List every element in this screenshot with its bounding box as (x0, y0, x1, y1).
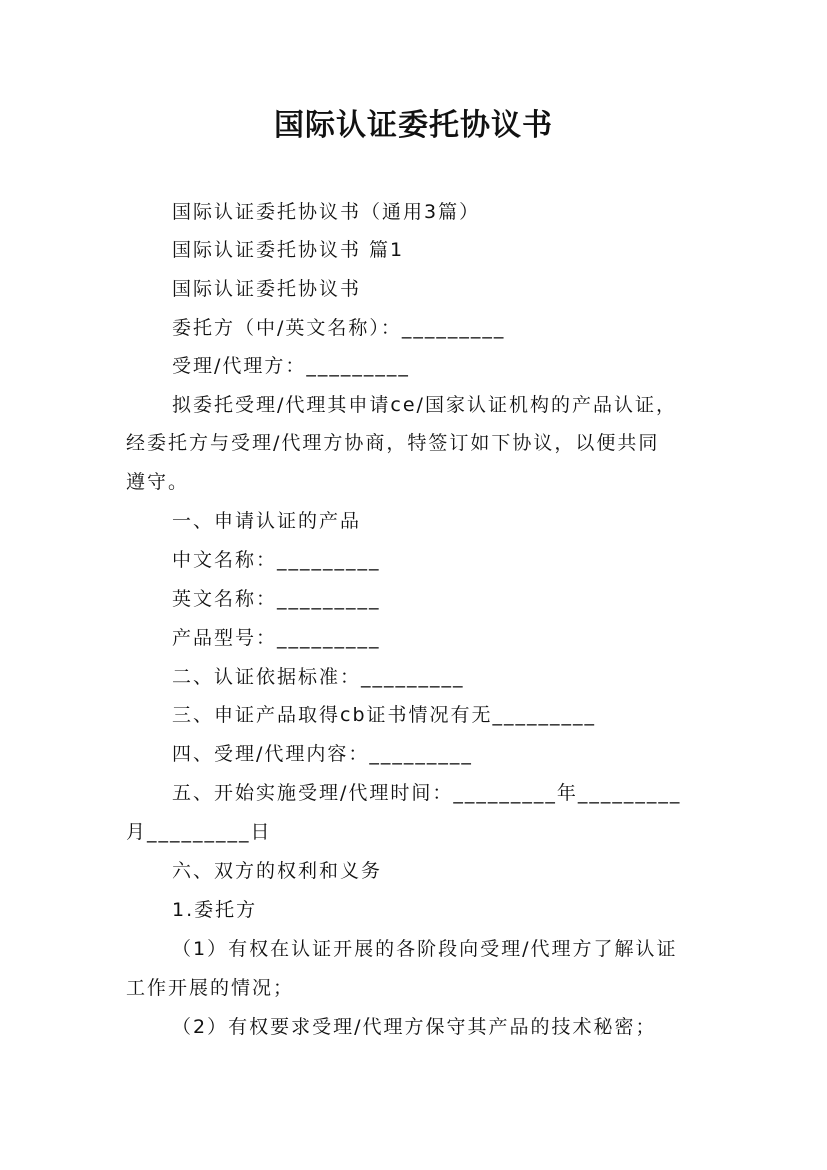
text-line: 遵守。 (126, 471, 190, 493)
text-line: （2）有权要求受理/代理方保守其产品的技术秘密； (172, 1016, 657, 1038)
text-line: 经委托方与受理/代理方协商，特签订如下协议，以便共同 (126, 432, 660, 454)
section-heading: 三、申证产品取得cb证书情况有无_________ (172, 704, 597, 726)
text-line: 月_________日 (126, 821, 272, 843)
section-heading: 六、双方的权利和义务 (172, 860, 383, 882)
text-line: 受理/代理方：_________ (172, 355, 410, 377)
text-line: 委托方（中/英文名称）：_________ (172, 317, 506, 339)
document-title: 国际认证委托协议书 (274, 108, 553, 143)
text-line: 产品型号：_________ (172, 627, 381, 649)
text-line: 工作开展的情况； (126, 977, 295, 999)
text-line: 拟委托受理/代理其申请ce/国家认证机构的产品认证， (172, 394, 677, 416)
text-line: （1）有权在认证开展的各阶段向受理/代理方了解认证 (172, 938, 678, 960)
section-heading: 四、受理/代理内容：_________ (172, 743, 473, 765)
section-heading: 一、申请认证的产品 (172, 510, 362, 532)
section-heading: 二、认证依据标准：_________ (172, 666, 465, 688)
section-heading: 五、开始实施受理/代理时间：_________年_________ (172, 782, 682, 804)
subsection-heading: 1.委托方 (172, 899, 258, 921)
text-line: 国际认证委托协议书 (172, 278, 362, 300)
text-line: 英文名称：_________ (172, 588, 381, 610)
text-line: 国际认证委托协议书（通用3篇） (172, 201, 481, 223)
text-line: 国际认证委托协议书 篇1 (172, 239, 405, 261)
text-line: 中文名称：_________ (172, 549, 381, 571)
